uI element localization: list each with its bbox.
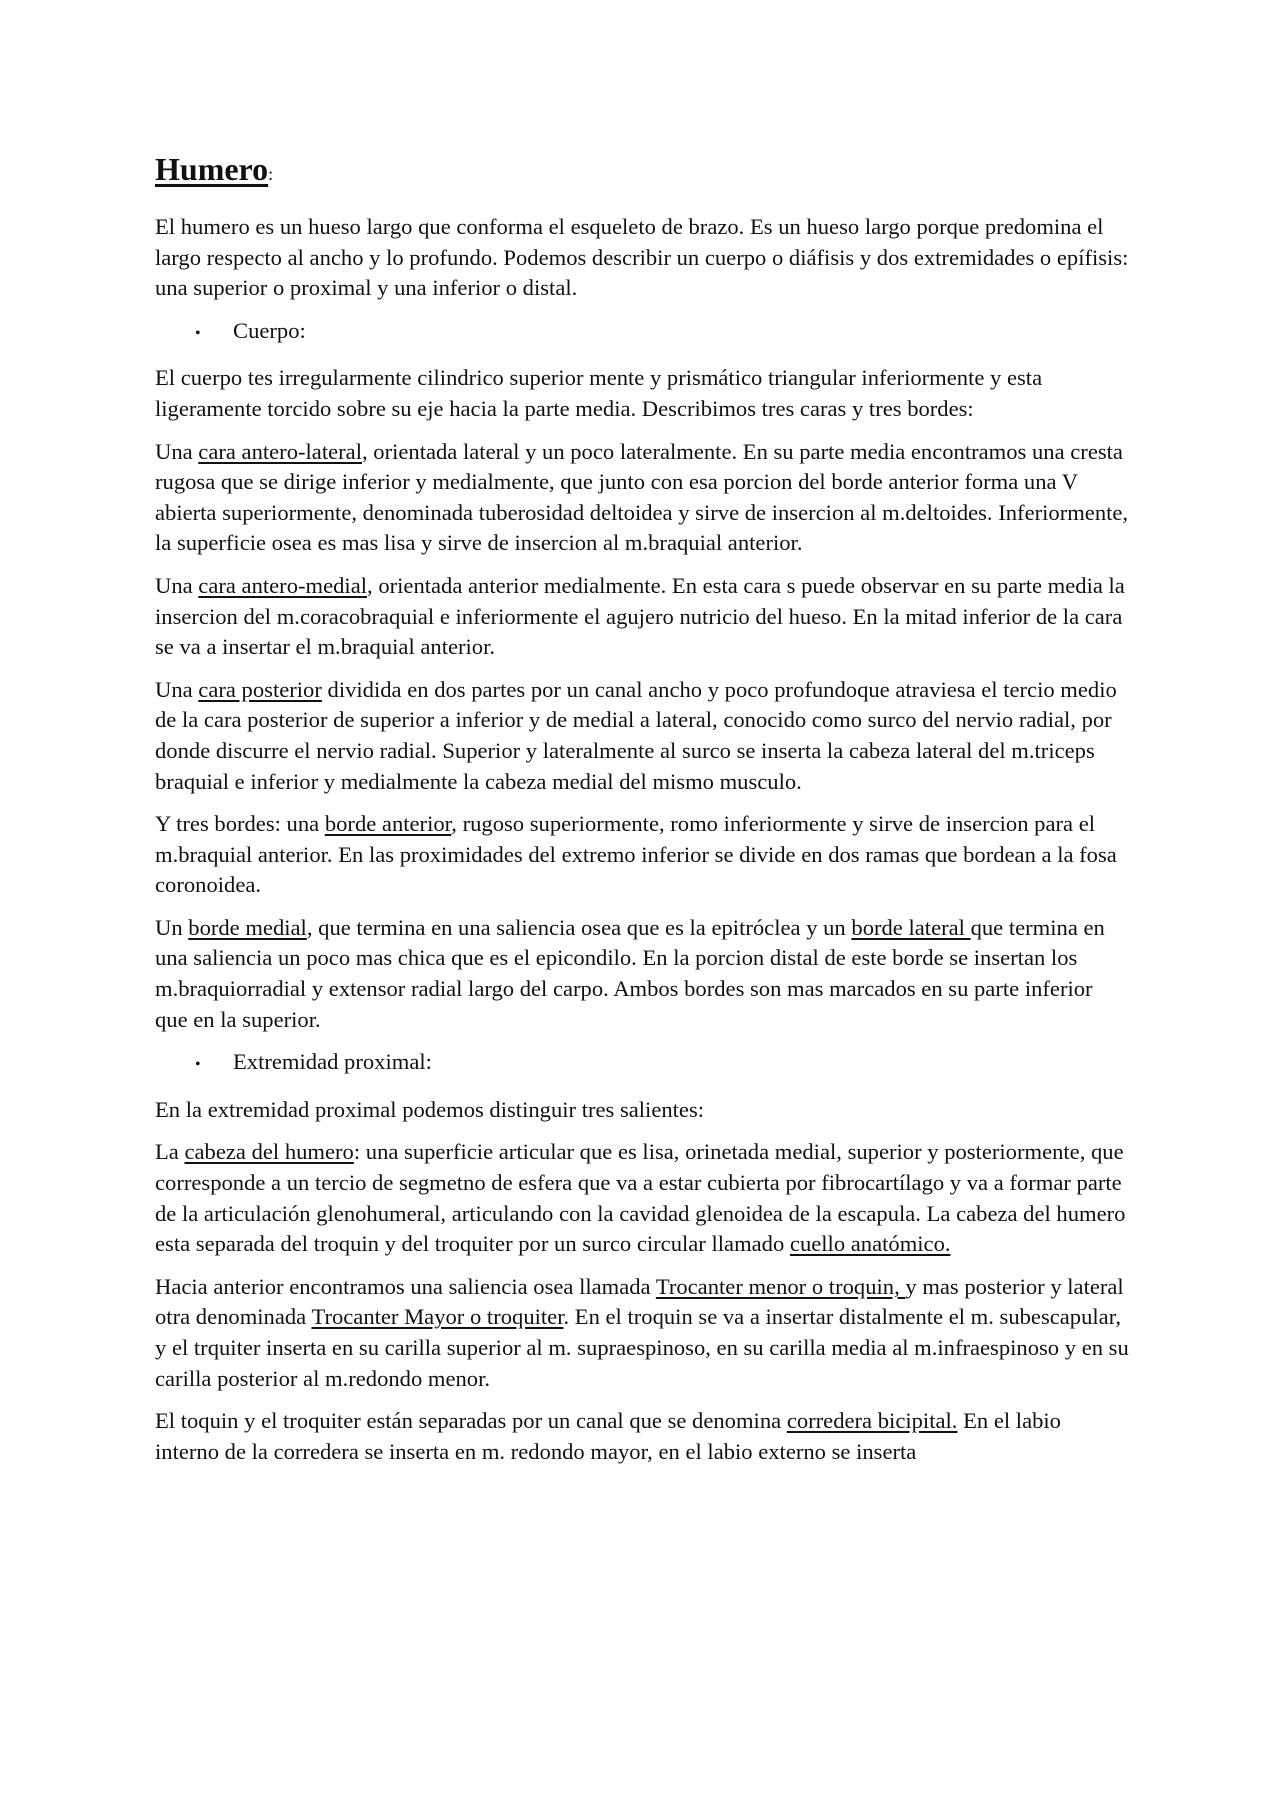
text-run: : una superficie articular que es lisa, orinetada medial, superior y posteriormente, que corresponde a un tercio de segmetno de esfera que va a estar cubierta por fibrocartílago y va a formar parte de la articulación glenohumeral, articulando con la cavidad glenoidea de la escapula. La cabeza del humero esta separada del troquin y del troquiter por un surco circular llamado [155, 1139, 1126, 1257]
text-run: Un [155, 914, 189, 940]
title-text: Humero [155, 151, 269, 187]
corredera-bicipital-paragraph [155, 1406, 1130, 1467]
cara-antero-lateral-paragraph [155, 437, 1130, 559]
term-borde-medial: borde medial [188, 914, 307, 940]
term-cara-posterior: cara posterior [198, 676, 322, 702]
term-trocanter-menor: Trocanter menor o troquin, [655, 1273, 906, 1299]
page-title [155, 150, 1130, 193]
trocanter-paragraph [155, 1272, 1130, 1394]
text-run: El toquin y el troquiter están separadas por un canal que se denomina [155, 1408, 787, 1434]
text-run: , orientada lateral y un poco lateralmente. En su parte media encontramos una cresta rugosa que se dirige inferior y medialmente, que junto con esa porcion del borde anterior forma una V abierta superiormente, denominada tuberosidad deltoidea y sirve de insercion al m.deltoides. Inferiormente, la superficie osea es mas lisa y sirve de insercion al m.braquial anterior. [155, 438, 1129, 556]
bullet-dot-icon: • [195, 1056, 201, 1074]
term-cara-antero-medial: cara antero-medial [198, 572, 368, 598]
bullet-extremidad-proximal [195, 1047, 1130, 1081]
borde-medial-lateral-paragraph [155, 913, 1130, 1035]
text-run: que termina en una saliencia un poco mas chica que es el epicondilo. En la porcion distal de este borde se insertan los m.braquiorradial y extensor radial largo del carpo. Ambos bordes son mas marcados en su parte inferior que en la superior. [155, 914, 1105, 1032]
cuerpo-description: El cuerpo tes irregularmente cilindrico superior mente y prismático triangular inferiormente y esta ligeramente torcido sobre su eje hacia la parte media. Describimos tres caras y tres bordes: [155, 365, 1043, 421]
cara-posterior-paragraph [155, 675, 1130, 797]
text-run: , rugoso superiormente, romo inferiormente y sirve de insercion para el m.braquial anterior. En las proximidades del extremo inferior se divide en dos ramas que bordean a la fosa coronoidea. [155, 811, 1117, 898]
cara-antero-medial-paragraph [155, 571, 1130, 663]
text-run: En el labio interno de la corredera se inserta en m. redondo mayor, en el labio externo se inserta [155, 1408, 1061, 1464]
term-borde-lateral: borde lateral [851, 914, 971, 940]
title-colon: : [268, 164, 274, 184]
term-borde-anterior: borde anterior [324, 811, 452, 837]
text-run: Una [155, 572, 199, 598]
text-run: Hacia anterior encontramos una saliencia osea llamada [155, 1273, 656, 1299]
term-trocanter-mayor: Trocanter Mayor o troquiter [311, 1304, 564, 1330]
text-run: , que termina en una saliencia osea que es la epitróclea y un [306, 914, 852, 940]
cabeza-del-humero-paragraph [155, 1137, 1130, 1259]
intro-paragraph: El humero es un hueso largo que conforma el esqueleto de brazo. Es un hueso largo porque predomina el largo respecto al ancho y lo profundo. Podemos describir un cuerpo o diáfisis y dos extremidades o epífisis: una superior o proximal y una inferior o distal. [155, 214, 1129, 301]
text-run: Una [155, 676, 199, 702]
text-run: . En el troquin se va a insertar distalmente el m. subescapular, y el trquiter inserta en su carilla superior al m. supraespinoso, en su carilla media al m.infraespinoso y en su carilla posterior al m.redondo menor. [155, 1304, 1129, 1391]
term-cabeza-del-humero: cabeza del humero [184, 1139, 354, 1165]
text-run: y mas posterior y lateral otra denominada [155, 1273, 1124, 1330]
bullet-cuerpo [195, 316, 1130, 350]
text-run: , orientada anterior medialmente. En esta cara s puede observar en su parte media la insercion del m.coracobraquial e inferiormente el agujero nutricio del hueso. En la mitad inferior de la cara se va a insertar el m.braquial anterior. [155, 572, 1125, 660]
text-run: Una [155, 438, 199, 464]
text-run: dividida en dos partes por un canal ancho y poco profundoque atraviesa el tercio medio de la cara posterior de superior a inferior y de medial a lateral, conocido como surco del nervio radial, por donde discurre el nervio radial. Superior y lateralmente al surco se inserta la cabeza lateral del m.triceps braquial e inferior y medialmente la cabeza medial del mismo musculo. [155, 676, 1117, 794]
proximal-description: En la extremidad proximal podemos distinguir tres salientes: [155, 1096, 705, 1122]
term-corredera-bicipital: corredera bicipital. [786, 1408, 958, 1434]
bullet-cuerpo-label: Cuerpo: [233, 317, 306, 343]
bullet-dot-icon: • [195, 324, 201, 342]
term-cara-antero-lateral: cara antero-lateral [198, 438, 362, 464]
text-run: La [155, 1139, 185, 1165]
borde-anterior-paragraph [155, 809, 1130, 901]
bullet-extremidad-proximal-label: Extremidad proximal: [233, 1049, 432, 1075]
text-run: Y tres bordes: una [155, 811, 325, 837]
term-cuello-anatomico: cuello anatómico. [789, 1231, 951, 1257]
